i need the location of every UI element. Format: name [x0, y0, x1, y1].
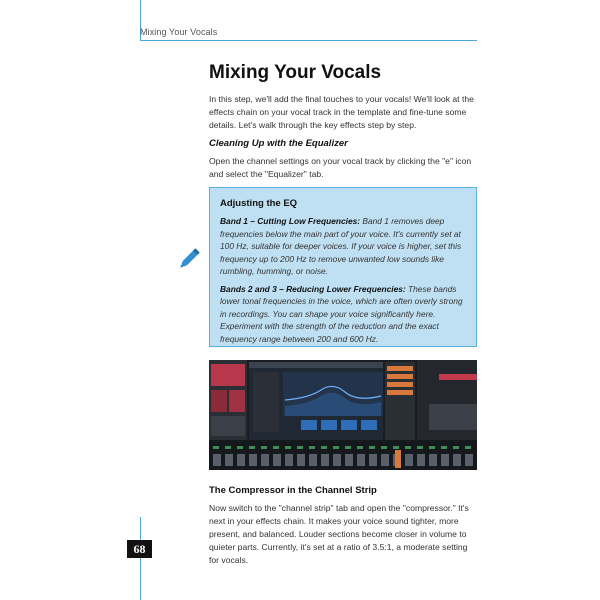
intro-paragraph: In this step, we'll add the final touches to your vocals! We'll look at the effects chain on your vocal track in the template and fine-tune some details. Let's walk through the key effects step by step. [209, 94, 474, 130]
note-band1-paragraph [220, 215, 466, 278]
note-title: Adjusting the EQ [220, 198, 298, 209]
section-heading-equalizer: Cleaning Up with the Equalizer [209, 138, 348, 149]
eq-note-box [209, 187, 477, 347]
section-heading-compressor: The Compressor in the Channel Strip [209, 485, 377, 496]
band1-text: Band 1 removes deep frequencies below the main part of your voice. It's currently set at 100 Hz, suitable for deeper voices. If your voice is higher, set this frequency up to 200 Hz to remove unwanted low sounds like rumbling, humming, or noise. [220, 216, 462, 276]
running-header: Mixing Your Vocals [140, 27, 218, 37]
daw-screenshot [209, 360, 477, 470]
band23-label: Bands 2 and 3 – Reducing Lower Frequencies: [220, 283, 406, 294]
band23-text: These bands lower tonal frequencies in the voice, which are often overly strong in recordings. You can shape your voice significantly here. Experiment with the strength of the reduction and the exact frequency range between 200 and 600 Hz. [220, 283, 463, 344]
pencil-icon [175, 245, 203, 273]
note-band23-paragraph [220, 283, 466, 346]
page-number: 68 [127, 540, 152, 558]
band1-label: Band 1 – Cutting Low Frequencies: [220, 216, 361, 226]
daw-screenshot-graphic [209, 360, 477, 470]
margin-rule-bottom [140, 517, 141, 600]
page-title: Mixing Your Vocals [209, 62, 382, 83]
compressor-paragraph: Now switch to the "channel strip" tab and open the "compressor." It's next in your effects chain. It makes your voice sound tighter, more present, and balanced. Louder sections become closer in volume to quieter parts. Currently, it's set at a ratio of 3.5:1, a moderate setting for vocals. [209, 503, 469, 565]
header-rule [140, 40, 477, 41]
equalizer-paragraph: Open the channel settings on your vocal track by clicking the "e" icon and select the "Equalizer" tab. [209, 156, 472, 179]
